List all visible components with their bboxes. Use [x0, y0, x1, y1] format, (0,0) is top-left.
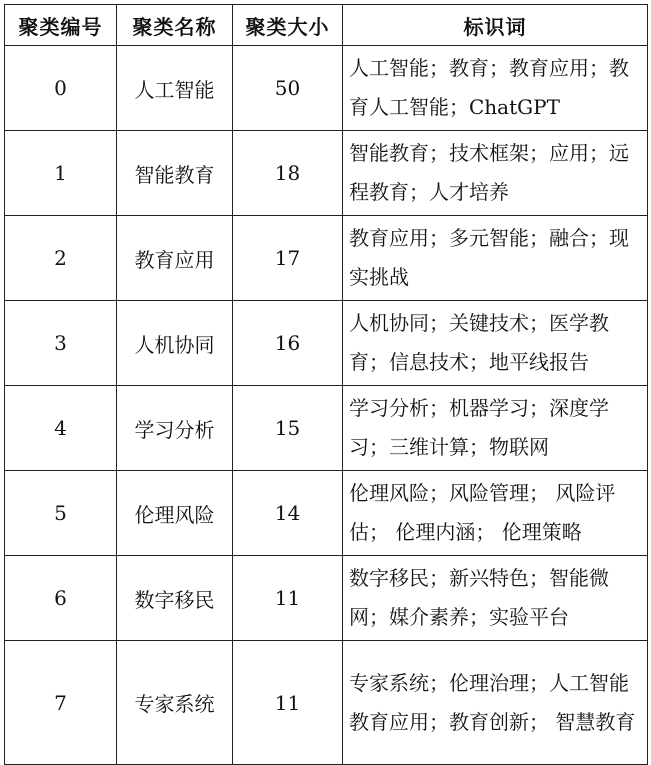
cluster-id-cell: 7	[5, 641, 117, 765]
header-cluster-size: 聚类大小	[233, 5, 343, 46]
table-row	[5, 386, 648, 471]
cluster-id-cell: 4	[5, 386, 117, 471]
keywords-cell: 专家系统；伦理治理；人工智能教育应用；教育创新； 智慧教育	[343, 641, 648, 765]
keywords-cell: 数字移民；新兴特色；智能微网；媒介素养；实验平台	[343, 556, 648, 641]
cluster-size-cell: 11	[233, 641, 343, 765]
cluster-size-cell: 14	[233, 471, 343, 556]
cluster-name-cell: 人工智能	[117, 46, 233, 131]
keywords-cell: 人机协同；关键技术；医学教育；信息技术；地平线报告	[343, 301, 648, 386]
cluster-size-cell: 11	[233, 556, 343, 641]
cluster-id-cell: 1	[5, 131, 117, 216]
keywords-cell: 智能教育；技术框架；应用；远程教育；人才培养	[343, 131, 648, 216]
cluster-table	[4, 4, 648, 765]
keywords-cell: 学习分析；机器学习；深度学习；三维计算；物联网	[343, 386, 648, 471]
keywords-cell: 人工智能；教育；教育应用；教育人工智能；ChatGPT	[343, 46, 648, 131]
header-row	[5, 5, 648, 46]
cluster-id-cell: 0	[5, 46, 117, 131]
header-keywords: 标识词	[343, 5, 648, 46]
cluster-id-cell: 6	[5, 556, 117, 641]
cluster-size-cell: 17	[233, 216, 343, 301]
cluster-name-cell: 人机协同	[117, 301, 233, 386]
cluster-id-cell: 5	[5, 471, 117, 556]
table-row	[5, 131, 648, 216]
cluster-size-cell: 16	[233, 301, 343, 386]
cluster-name-cell: 专家系统	[117, 641, 233, 765]
cluster-size-cell: 15	[233, 386, 343, 471]
cluster-size-cell: 50	[233, 46, 343, 131]
table-row	[5, 641, 648, 765]
header-cluster-id: 聚类编号	[5, 5, 117, 46]
keywords-cell: 教育应用；多元智能；融合；现实挑战	[343, 216, 648, 301]
table-row	[5, 46, 648, 131]
cluster-id-cell: 3	[5, 301, 117, 386]
table-row	[5, 301, 648, 386]
table-row	[5, 216, 648, 301]
cluster-name-cell: 学习分析	[117, 386, 233, 471]
table-row	[5, 471, 648, 556]
cluster-name-cell: 教育应用	[117, 216, 233, 301]
table-row	[5, 556, 648, 641]
header-cluster-name: 聚类名称	[117, 5, 233, 46]
cluster-name-cell: 数字移民	[117, 556, 233, 641]
cluster-id-cell: 2	[5, 216, 117, 301]
cluster-size-cell: 18	[233, 131, 343, 216]
cluster-name-cell: 智能教育	[117, 131, 233, 216]
keywords-cell: 伦理风险；风险管理； 风险评估； 伦理内涵； 伦理策略	[343, 471, 648, 556]
cluster-name-cell: 伦理风险	[117, 471, 233, 556]
